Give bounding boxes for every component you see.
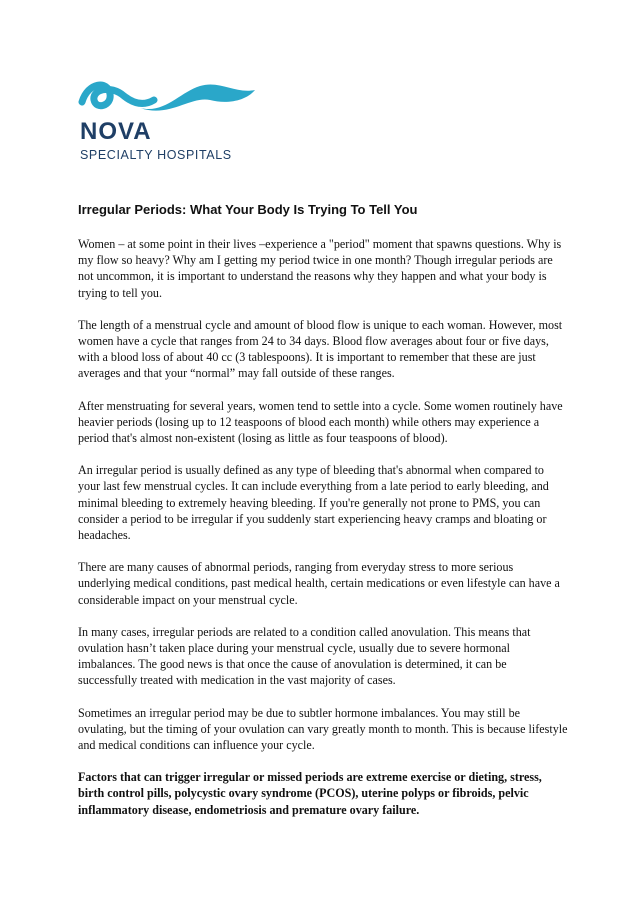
paragraph-anovulation: In many cases, irregular periods are related to a condition called anovulation. This means that ovulation hasn’t taken place during your menstrual cycle, usually due to severe hormonal imbalances. The good news is that once the cause of anovulation is determined, it can be successfully treated with medication in the vast majority of cases. [78, 624, 531, 688]
logo-tagline: SPECIALTY HOSPITALS [80, 148, 232, 162]
wave-logo-icon [70, 72, 270, 120]
article-body [78, 236, 568, 834]
paragraph-hormone-imbalances: Sometimes an irregular period may be due to subtler hormone imbalances. You may still be ovulating, but the timing of your ovulation can vary greatly month to month. This is because lifestyle and medical conditions can influence your cycle. [78, 705, 568, 753]
paragraph-intro: Women – at some point in their lives –experience a "period" moment that spawns questions. Why is my flow so heavy? Why am I getting my period twice in one month? Though irregular periods are not uncommon, it is important to understand the reasons why they happen and what your body is trying to tell you. [78, 237, 562, 300]
paragraph-causes: There are many causes of abnormal periods, ranging from everyday stress to more serious underlying medical conditions, past medical health, certain medications or even lifestyle can have a considerable impact on your menstrual cycle. [78, 560, 560, 607]
logo-brand-text: NOVA [80, 118, 152, 145]
paragraph-factors: Factors that can trigger irregular or missed periods are extreme exercise or dieting, stress, birth control pills, polycystic ovary syndrome (PCOS), uterine polyps or fibroids, pelvic inflammatory disease, endometriosis and premature ovary failure. [78, 770, 542, 817]
hospital-logo [70, 72, 270, 167]
paragraph-settling-cycle: After menstruating for several years, women tend to settle into a cycle. Some women routinely have heavier periods (losing up to 12 teaspoons of blood each month) while others may experience a period that's almost non-existent (losing as little as four teaspoons of blood). [78, 398, 563, 446]
paragraph-cycle-length: The length of a menstrual cycle and amount of blood flow is unique to each woman. However, most women have a cycle that ranges from 24 to 34 days. Blood flow averages about four or five days, with a blood loss of about 40 cc (3 tablespoons). It is important to remember that these are just averages and that your “normal” may fall outside of these ranges. [78, 317, 563, 381]
article-title: Irregular Periods: What Your Body Is Trying To Tell You [78, 202, 418, 217]
paragraph-irregular-definition: An irregular period is usually defined as any type of bleeding that's abnormal when compared to your last few menstrual cycles. It can include everything from a late period to early bleeding, and minimal bleeding to extremely heaving bleeding. If you're generally not prone to PMS, you can consider a period to be irregular if you suddenly start experiencing heavy cramps and bloating or headaches. [78, 463, 549, 543]
